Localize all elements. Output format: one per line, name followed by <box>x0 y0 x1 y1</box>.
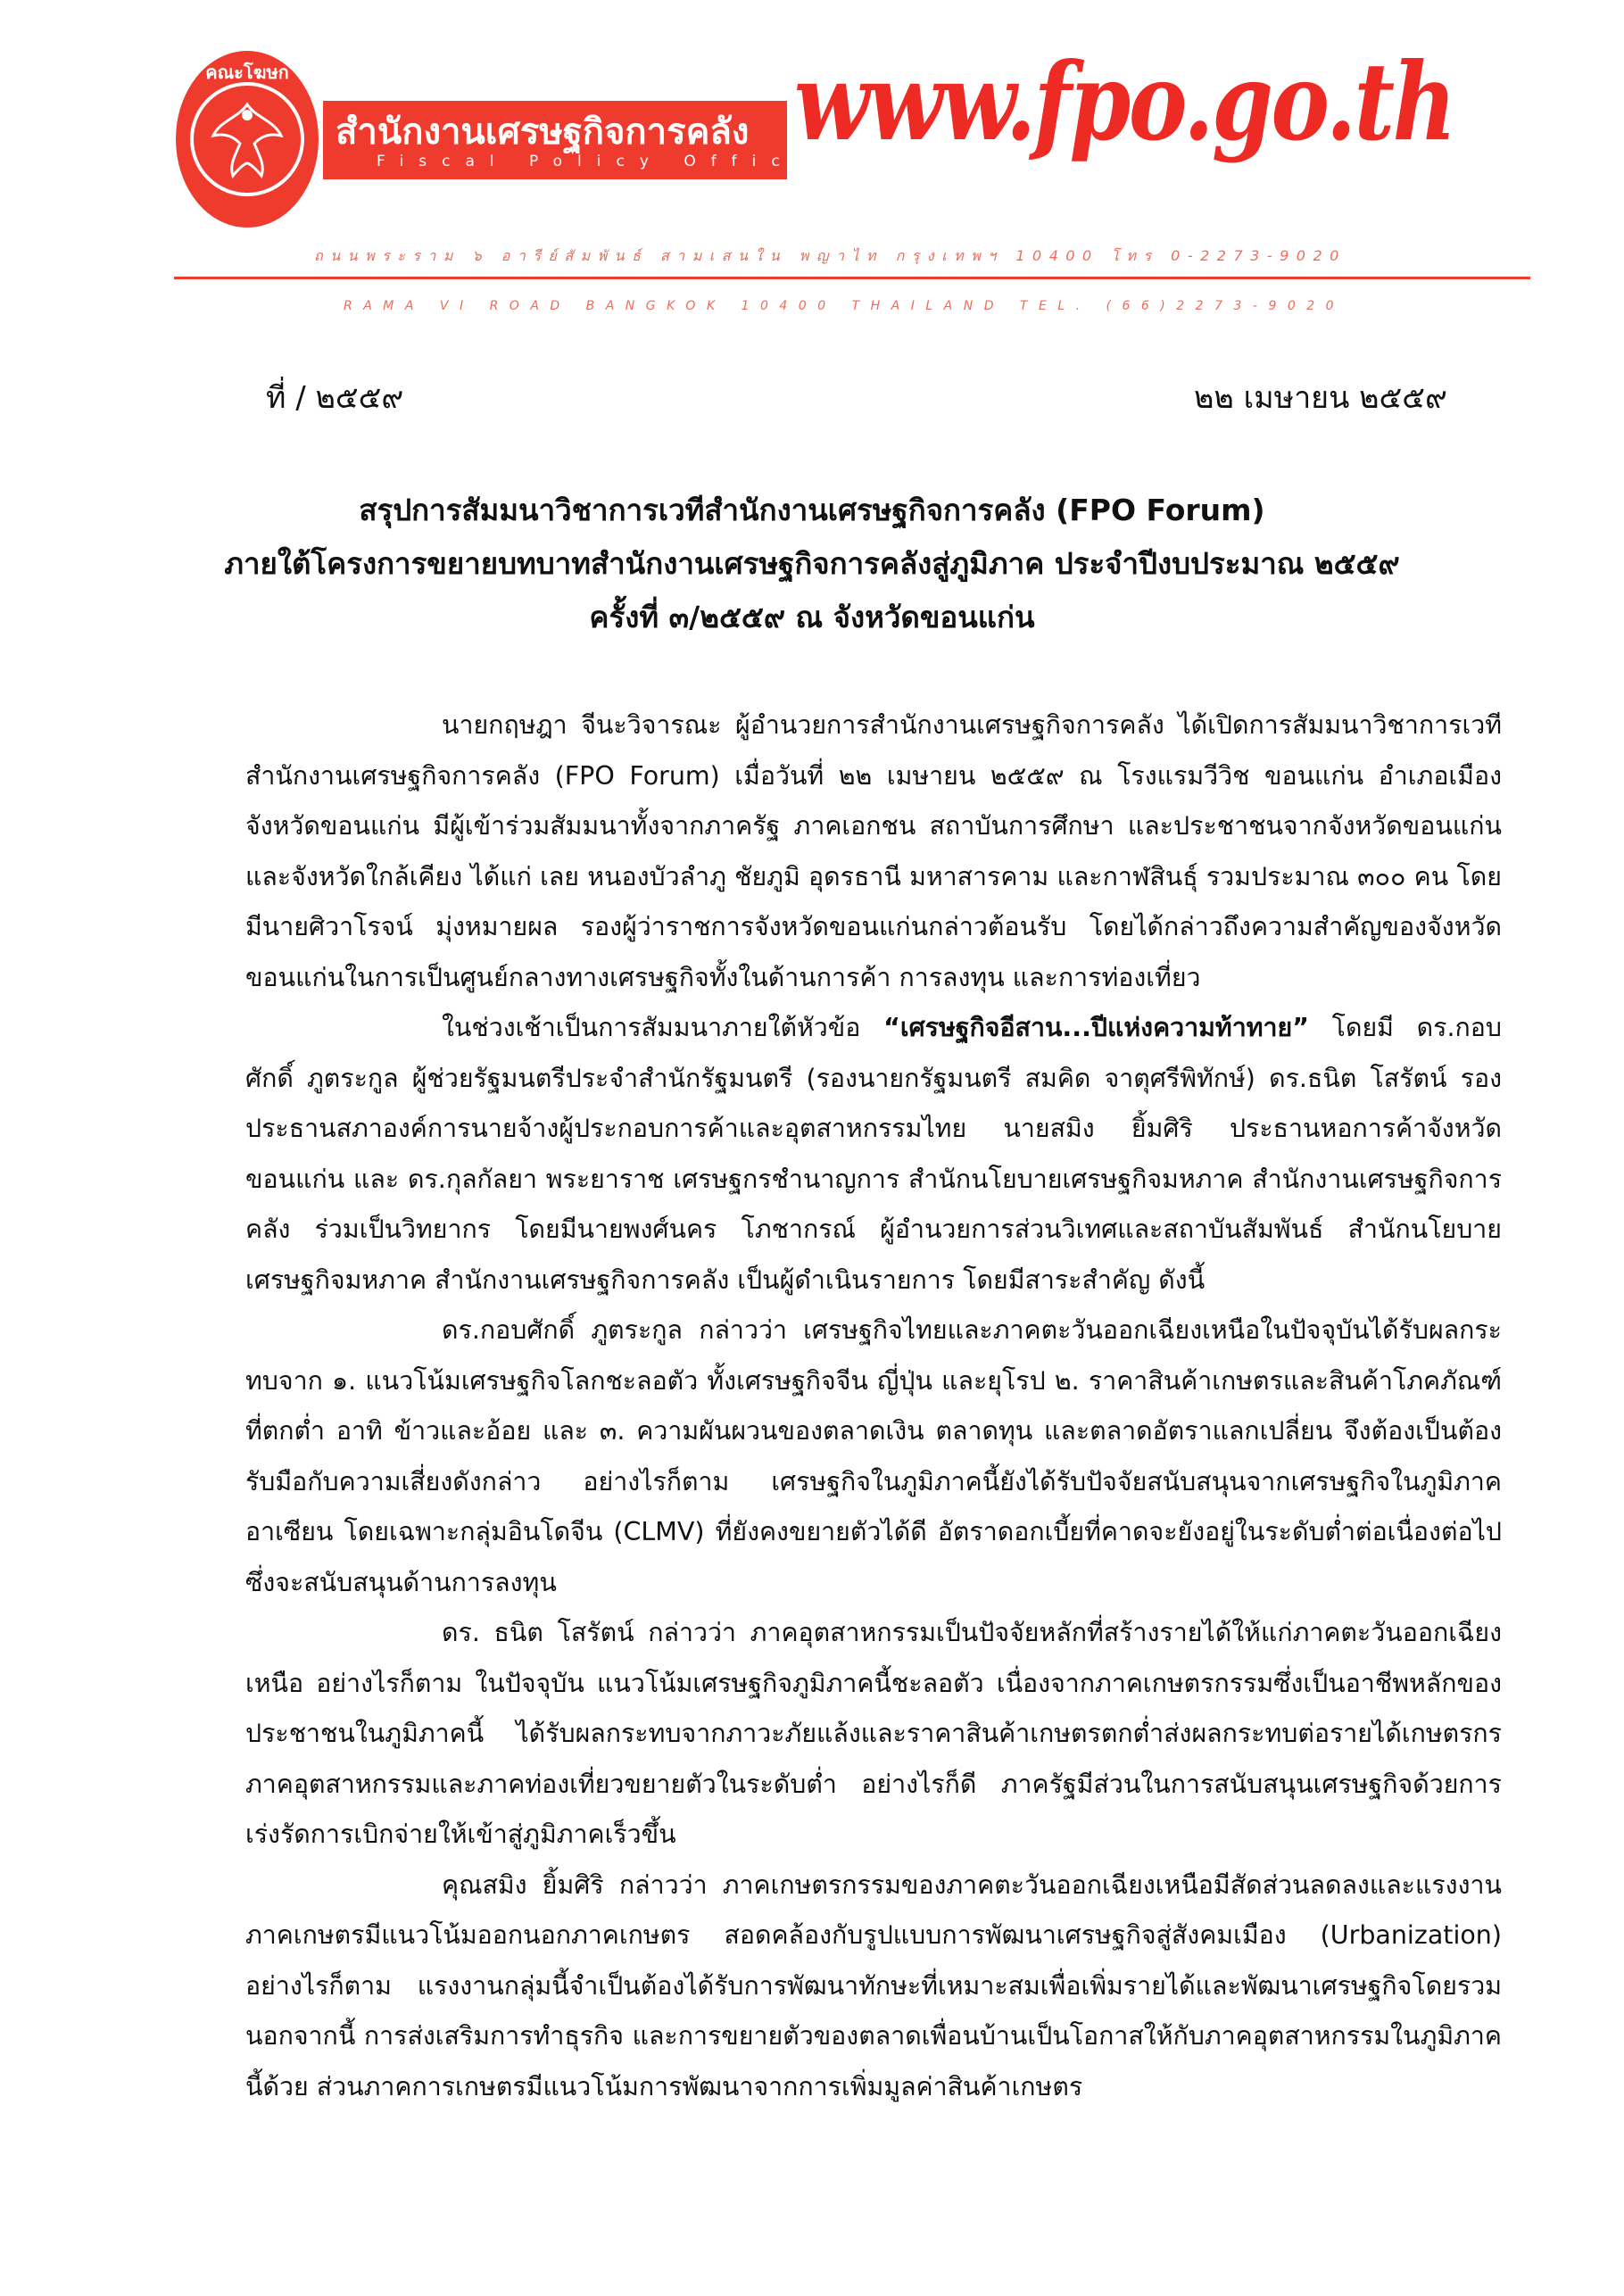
paragraph-2-after-topic: โดยมี <box>1331 1013 1394 1042</box>
title-line-1: สรุปการสัมมนาวิชาการเวทีสำนักงานเศรษฐกิจการคลัง (FPO Forum) <box>359 493 1265 527</box>
paragraph-4: ดร. ธนิต โสรัตน์ กล่าวว่า ภาคอุตสาหกรรมเป็นปัจจัยหลักที่สร้างรายได้ให้แก่ภาคตะวันออกเฉียงเหนือ อย่างไรก็ตาม ในปัจจุบัน แนวโน้มเศรษฐกิจภูมิภาคนี้ชะลอตัว เนื่องจากภาคเกษตรกรรมซึ่งเป็นอาชีพหลักของประชาชนในภูมิภาคนี้ ได้รับผลกระทบจากภาวะภัยแล้งและราคาสินค้าเกษตรตกต่ำส่งผลกระทบต่อรายได้เกษตรกร ภาคอุตสาหกรรมและภาคท่องเที่ยวขยายตัวในระดับต่ำ อย่างไรก็ดี ภาครัฐมีส่วนในการสนับสนุนเศรษฐกิจด้วยการเร่งรัดการเบิกจ่ายให้เข้าสู่ภูมิภาคเร็วขึ้น <box>245 1618 1502 1849</box>
org-banner <box>323 101 820 179</box>
org-name-english: Fiscal Policy Office <box>377 153 820 170</box>
seminar-topic: “เศรษฐกิจอีสาน...ปีแห่งความท้าทาย” <box>883 1013 1309 1042</box>
title-line-2: ภายใต้โครงการขยายบทบาทสำนักงานเศรษฐกิจการคลังสู่ภูมิภาค ประจำปีงบประมาณ ๒๕๕๙ <box>224 546 1400 581</box>
letterhead-divider <box>174 277 1530 279</box>
paragraph-1: นายกฤษฎา จีนะวิจารณะ ผู้อำนวยการสำนักงานเศรษฐกิจการคลัง ได้เปิดการสัมมนาวิชาการเวทีสำนักงานเศรษฐกิจการคลัง (FPO Forum) เมื่อวันที่ ๒๒ เมษายน ๒๕๕๙ ณ โรงแรมวีวิช ขอนแก่น อำเภอเมือง จังหวัดขอนแก่น มีผู้เข้าร่วมสัมมนาทั้งจากภาครัฐ ภาคเอกชน สถาบันการศึกษา และประชาชนจากจังหวัดขอนแก่น และจังหวัดใกล้เคียง ได้แก่ เลย หนองบัวลำภู ชัยภูมิ อุดรธานี มหาสารคาม และกาฬสินธุ์ รวมประมาณ ๓๐๐ คน โดยมีนายศิวาโรจน์ มุ่งหมายผล รองผู้ว่าราชการจังหวัดขอนแก่นกล่าวต้อนรับ โดยได้กล่าวถึงความสำคัญของจังหวัดขอนแก่นในการเป็นศูนย์กลางทางเศรษฐกิจทั้งในด้านการค้า การลงทุน และการท่องเที่ยว <box>245 710 1502 992</box>
document-date: ๒๒ เมษายน ๒๕๕๙ <box>1194 380 1447 416</box>
website-url[interactable]: www.fpo.go.th <box>794 39 1454 165</box>
paragraph-2-rest: ดร.กอบศักดิ์ ภูตระกูล ผู้ช่วยรัฐมนตรีประจำสำนักรัฐมนตรี (รองนายกรัฐมนตรี สมคิด จาตุศรีพิทักษ์) ดร.ธนิต โสรัตน์ รองประธานสภาองค์การนายจ้างผู้ประกอบการค้าและอุตสาหกรรมไทย นายสมิง ยิ้มศิริ ประธานหอการค้าจังหวัดขอนแก่น และ ดร.กุลกัลยา พระยาราช เศรษฐกรชำนาญการ สำนักนโยบายเศรษฐกิจมหภาค สำนักงานเศรษฐกิจการคลัง ร่วมเป็นวิทยากร โดยมีนายพงศ์นคร โภชากรณ์ ผู้อำนวยการส่วนวิเทศและสถาบันสัมพันธ์ สำนักนโยบายเศรษฐกิจมหภาค สำนักงานเศรษฐกิจการคลัง เป็นผู้ดำเนินรายการ โดยมีสาระสำคัญ ดังนี้ <box>245 1013 1503 1295</box>
address-english: RAMA VI ROAD BANGKOK 10400 THAILAND TEL. (66)2273-9020 <box>344 299 1346 313</box>
org-name-thai: สำนักงานเศรษฐกิจการคลัง <box>336 112 750 153</box>
fpo-emblem <box>176 51 319 228</box>
paragraph-2-lead: ในช่วงเช้าเป็นการสัมมนาภายใต้หัวข้อ <box>442 1013 861 1042</box>
paragraph-2 <box>245 1003 1502 1305</box>
document-body <box>245 700 1502 2112</box>
title-line-3: ครั้งที่ ๓/๒๕๕๙ ณ จังหวัดขอนแก่น <box>589 600 1035 634</box>
document-number: ที่ / ๒๕๕๙ <box>266 380 404 416</box>
paragraph-3: ดร.กอบศักดิ์ ภูตระกูล กล่าวว่า เศรษฐกิจไทยและภาคตะวันออกเฉียงเหนือในปัจจุบันได้รับผลกระทบจาก ๑. แนวโน้มเศรษฐกิจโลกชะลอตัว ทั้งเศรษฐกิจจีน ญี่ปุ่น และยุโรป ๒. ราคาสินค้าเกษตรและสินค้าโภคภัณฑ์ที่ตกต่ำ อาทิ ข้าวและอ้อย และ ๓. ความผันผวนของตลาดเงิน ตลาดทุน และตลาดอัตราแลกเปลี่ยน จึงต้องเป็นต้องรับมือกับความเสี่ยงดังกล่าว อย่างไรก็ตาม เศรษฐกิจในภูมิภาคนี้ยังได้รับปัจจัยสนับสนุนจากเศรษฐกิจในภูมิภาคอาเซียน โดยเฉพาะกลุ่มอินโดจีน (CLMV) ที่ยังคงขยายตัวได้ดี อัตราดอกเบี้ยที่คาดจะยังอยู่ในระดับต่ำต่อเนื่องต่อไป ซึ่งจะสนับสนุนด้านการลงทุน <box>245 1315 1502 1597</box>
paragraph-5: คุณสมิง ยิ้มศิริ กล่าวว่า ภาคเกษตรกรรมของภาคตะวันออกเฉียงเหนือมีสัดส่วนลดลงและแรงงานภาคเกษตรมีแนวโน้มออกนอกภาคเกษตร สอดคล้องกับรูปแบบการพัฒนาเศรษฐกิจสู่สังคมเมือง (Urbanization) อย่างไรก็ตาม แรงงานกลุ่มนี้จำเป็นต้องได้รับการพัฒนาทักษะที่เหมาะสมเพื่อเพิ่มรายได้และพัฒนาเศรษฐกิจโดยรวม นอกจากนี้ การส่งเสริมการทำธุรกิจ และการขยายตัวของตลาดเพื่อนบ้านเป็นโอกาสให้กับภาคอุตสาหกรรมในภูมิภาคนี้ด้วย ส่วนภาคการเกษตรมีแนวโน้มการพัฒนาจากการเพิ่มมูลค่าสินค้าเกษตร <box>245 1869 1502 2101</box>
address-thai: ถนนพระราม ๖ อารีย์สัมพันธ์ สามเสนใน พญาไท กรุงเทพฯ 10400 โทร 0-2273-9020 <box>314 247 1346 264</box>
emblem-text: คณะโฆษก <box>205 62 289 83</box>
